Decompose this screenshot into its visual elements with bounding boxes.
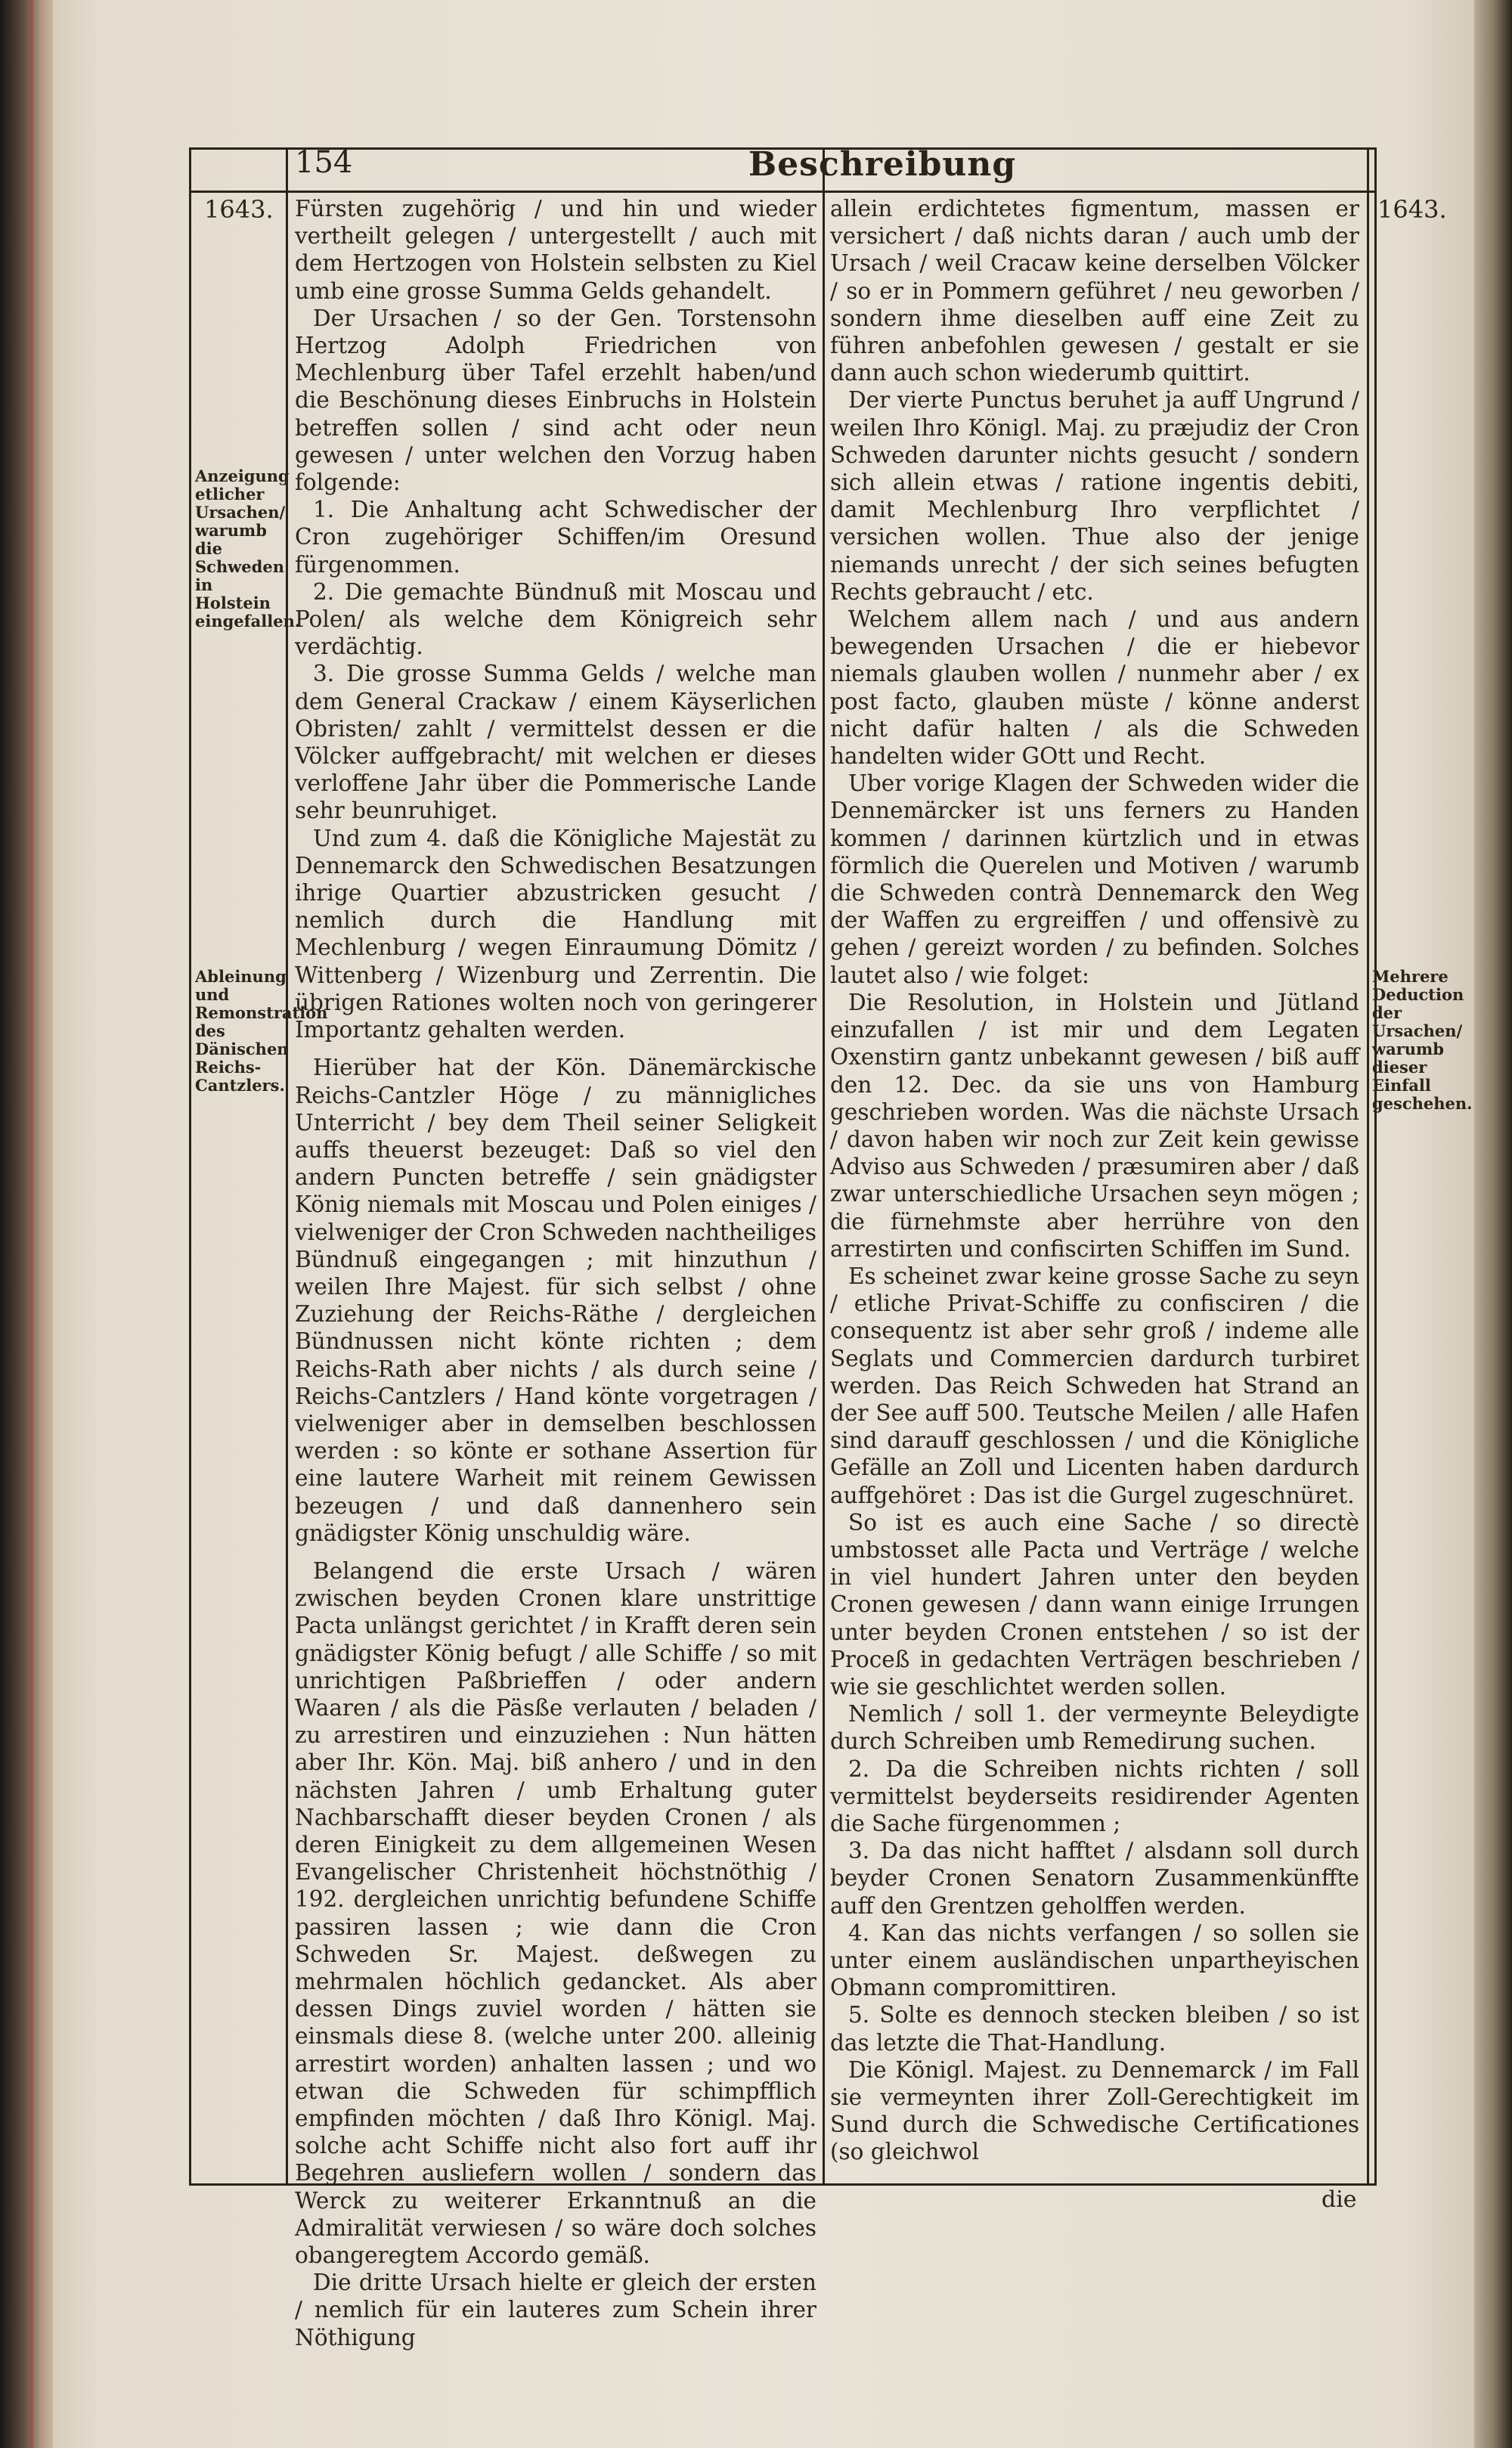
left-paragraph-2: Der Ursachen / so der Gen. Torstensohn Hertzog Adolph Friedrichen von Mechlenburg über Tafel erzehlt haben/und die Beschönung dieses Einbruchs in Holstein betreffen sollen / sind acht oder neun gewesen / unter welchen den Vorzug haben folgende: [295,305,816,496]
right-paragraph-13: Die Königl. Majest. zu Dennemarck / im Fall sie vermeynten ihrer Zoll-Gerechtigkeit im Sund durch die Schwedische Certificationes (so gleichwol [830,2056,1359,2165]
left-paragraph-4: 2. Die gemachte Bündnuß mit Moscau und Polen/ als welche dem Königreich sehr verdächtig. [295,578,816,660]
right-paragraph-6: Es scheinet zwar keine grosse Sache zu seyn / etliche Privat-Schiffe zu confisciren / die consequentz ist aber sehr groß / indeme alle Seglats und Commercien dardurch turbiret werden. Das Reich Schweden hat Strand an der See auff 500. Teutsche Meilen / alle Hafen sind darauff geschlossen / und die Königliche Gefälle an Zoll und Licenten haben dardurch auffgehöret : Das ist die Gurgel zugeschnüret. [830,1263,1359,1508]
left-paragraph-3: 1. Die Anhaltung acht Schwedischer der Cron zugehöriger Schiffen/im Oresund fürgenommen. [295,497,816,578]
margin-note-3: Mehrere Deduction der Ursachen/ warumb dieser Einfall geschehen. [1372,967,1473,1113]
right-paragraph-11: 4. Kan das nichts verfangen / so sollen sie unter einem ausländischen unpartheyischen Obmann compromittiren. [830,1920,1359,2001]
left-paragraph-6: Und zum 4. daß die Königliche Majestät zu Dennemarck den Schwedischen Besatzungen ihrige Quartier abzustricken gesucht / nemlich durch die Handlung mit Mechlenburg / wegen Einraumung Dömitz / Wittenberg / Wizenburg und Zerrentin. Die übrigen Rationes wolten noch von geringerer Importantz gehalten werden. [295,825,816,1043]
left-margin-rule [286,150,288,2183]
header-rule [189,191,1376,193]
right-paragraph-8: Nemlich / soll 1. der vermeynte Beleydigte durch Schreiben umb Remedirung suchen. [830,1701,1359,1755]
left-paragraph-1: Fürsten zugehörig / und hin und wieder vertheilt gelegen / untergestellt / auch mit dem Hertzogen von Holstein selbsten zu Kiel umb eine grosse Summa Gelds gehandelt. [295,196,816,304]
right-paragraph-9: 2. Da die Schreiben nichts richten / soll vermittelst beyderseits residirender Agenten die Sache fürgenommen ; [830,1755,1359,1836]
right-paragraph-10: 3. Da das nicht hafftet / alsdann soll durch beyder Cronen Senatorn Zusammenkünffte auff den Grentzen geholffen werden. [830,1838,1359,1919]
left-paragraph-7: Hierüber hat der Kön. Dänemärckische Reichs-Cantzler Höge / zu männigliches Unterricht / bey dem Theil seiner Seligkeit auffs theuerst bezeuget: Daß so viel den andern Puncten betreffe / sein gnädigster König niemals mit Moscau und Polen einiges / vielweniger der Cron Schweden nachtheiliges Bündnuß eingegangen ; mit hinzuthun / weilen Ihre Majest. für sich selbst / ohne Zuziehung der Reichs-Räthe / dergleichen Bündnussen nicht könte richten ; dem Reichs-Rath aber nichts / als durch seine / Reichs-Cantzlers / Hand könte vorgetragen / vielweniger aber in demselben beschlossen werden : so könte er sothane Assertion für eine lautere Warheit mit reinem Gewissen bezeugen / und daß dannenhero sein gnädigster König unschuldig wäre. [295,1055,816,1546]
running-title: Beschreibung [748,145,1017,184]
running-head [189,145,1372,189]
right-paragraph-7: So ist es auch eine Sache / so directè umbstosset alle Pacta und Verträge / welche in viel hundert Jahren unter den beyden Cronen gewesen / dann wann einige Irrungen unter beyden Cronen entstehen / so ist der Proceß in gedachten Verträgen beschrieben / wie sie geschlichtet werden sollen. [830,1509,1359,1700]
page-number: 154 [295,145,353,180]
left-paragraph-5: 3. Die grosse Summa Gelds / welche man dem General Crackaw / einem Käyserlichen Obristen/ zahlt / vermittelst dessen er die Völcker auffgebracht/ mit welchen er dieses verloffene Jahr über die Pommerische Lande sehr beunruhiget. [295,661,816,824]
right-paragraph-4: Uber vorige Klagen der Schweden wider die Dennemärcker ist uns ferners zu Handen kommen / darinnen kürtzlich und in etwas förmlich die Querelen und Motiven / warumb die Schweden contrà Dennemarck den Weg der Waffen zu ergreiffen / und offensivè zu gehen / gereizt worden / zu befinden. Solches lautet also / wie folget: [830,770,1359,988]
book-fore-edge [1474,0,1512,2448]
margin-note-2: Ableinung und Remonstration des Dänischen Reichs-Cantzlers. [195,967,328,1095]
column-divider [823,150,825,2183]
year-left: 1643. [204,195,274,224]
left-column [295,195,816,2350]
right-paragraph-12: 5. Solte es dennoch stecken bleiben / so ist das letzte die That-Handlung. [830,2002,1359,2056]
book-binding-edge [0,0,53,2448]
right-paragraph-5: Die Resolution, in Holstein und Jütland einzufallen / ist mir und dem Legaten Oxenstirn gantz unbekannt gewesen / biß auff den 12. Dec. da sie uns von Hamburg geschrieben worden. Was die nächste Ursach / davon haben wir noch zur Zeit kein gewisse Adviso aus Schweden / præsumiren aber / daß zwar unterschiedliche Ursachen seyn mögen ; die fürnehmste aber herrühre von den arrestirten und confiscirten Schiffen im Sund. [830,989,1359,1262]
year-right: 1643. [1377,195,1447,224]
right-margin-rule [1367,150,1369,2183]
right-paragraph-3: Welchem allem nach / und aus andern bewegenden Ursachen / die er hiebevor niemals glauben wollen / nunmehr aber / ex post facto, glauben müste / könne anderst nicht dafür halten / als die Schweden handelten wider GOtt und Recht. [830,606,1359,770]
right-paragraph-2: Der vierte Punctus beruhet ja auff Ungrund / weilen Ihro Königl. Maj. zu præjudiz der Cron Schweden darunter nichts gesucht / sondern sich allein etwas / ratione ingentis debiti, damit Mechlenburg Ihro verpflichtet / versichen wollen. Thue also der jenige niemands unrecht / der sich seines befugten Rechts gebraucht / etc. [830,387,1359,605]
margin-note-1: Anzeigung etlicher Ursachen/ warumb die Schweden in Holstein eingefallen. [195,466,301,631]
left-paragraph-9: Die dritte Ursach hielte er gleich der ersten / nemlich für ein lauteres zum Schein ihrer Nöthigung [295,2270,816,2350]
catchword: die [1321,2186,1357,2213]
left-paragraph-8: Belangend die erste Ursach / wären zwischen beyden Cronen klare unstrittige Pacta unlängst gerichtet / in Krafft deren sein gnädigster König befugt / alle Schiffe / so mit unrichtigen Paßbrieffen / oder andern Waaren / als die Päsße verlauten / beladen / zu arrestiren und einzuziehen : Nun hätten aber Ihr. Kön. Maj. biß anhero / und in den nächsten Jahren / umb Erhaltung guter Nachbarschafft dieser beyden Cronen / als deren Einigkeit zu dem allgemeinen Wesen Evangelischer Christenheit höchstnöthig / 192. dergleichen unrichtig befundene Schiffe passiren lassen ; wie dann die Cron Schweden Sr. Majest. deßwegen zu mehrmalen höchlich gedancket. Als aber dessen Dings zuviel worden / hätten sie einsmals diese 8. (welche unter 200. alleinig arrestirt worden) anhalten lassen ; und wo etwan die Schweden für schimpfflich empfinden möchten / daß Ihro Königl. Maj. solche acht Schiffe nicht also fort auff ihr Begehren ausliefern wollen / sondern das Werck zu weiterer Erkanntnuß an die Admiralität verwiesen / so wäre doch solches obangeregtem Accordo gemäß. [295,1557,816,2269]
right-paragraph-1: allein erdichtetes figmentum, massen er versichert / daß nichts daran / auch umb der Ursach / weil Cracaw keine derselben Völcker / so er in Pommern geführet / neu geworben / sondern ihme dieselben auff eine Zeit zu führen anbefohlen gewesen / gestalt er sie dann auch schon wiederumb quittirt. [830,196,1359,386]
page-edge-stain [29,0,33,2448]
right-column [830,195,1359,2165]
